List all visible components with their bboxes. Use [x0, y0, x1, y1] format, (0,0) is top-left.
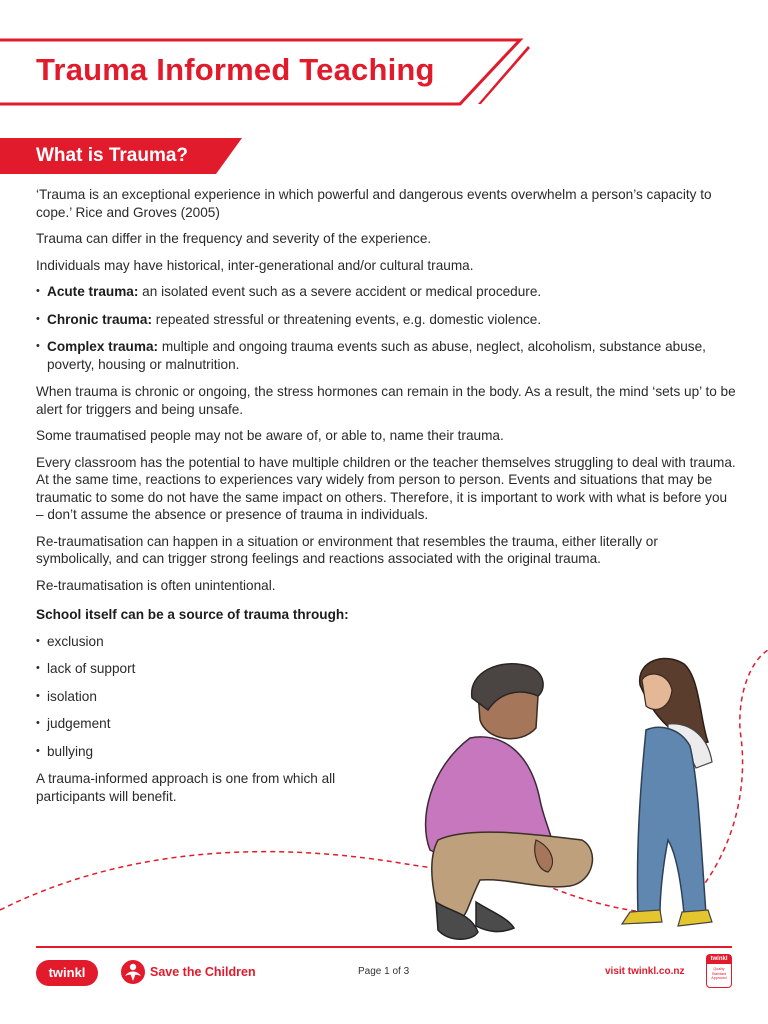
term-acute: Acute trauma: [47, 284, 139, 299]
badge-text: Quality Standard Approved [711, 967, 727, 981]
section-title: What is Trauma? [36, 145, 189, 166]
trauma-types-list [36, 283, 736, 373]
child-figure [622, 659, 712, 926]
desc-complex: multiple and ongoing trauma events such as abuse, neglect, alcoholism, substance abuse, poverty, housing or malnutrition. [47, 339, 706, 372]
list-item: • isolation [36, 688, 736, 706]
classroom-paragraph: Every classroom has the potential to have multiple children or the teacher themselves struggling to deal with trauma. At the same time, reactions to experiences vary widely from person to person. Events and situations that may be traumatic to some do not have the same impact on others. Therefore, it is important to work with what is before you – don’t assume the absence or presence of trauma in individuals. [36, 454, 736, 522]
unintentional-paragraph: Re-traumatisation is often unintentional. [36, 577, 276, 593]
adult-figure [426, 664, 593, 940]
individuals-paragraph: Individuals may have historical, inter-generational and/or cultural trauma. [36, 257, 474, 273]
footer-divider [36, 946, 732, 948]
differ-paragraph: Trauma can differ in the frequency and severity of the experience. [36, 231, 432, 246]
list-item [36, 311, 736, 329]
chronic-paragraph: When trauma is chronic or ongoing, the stress hormones can remain in the body. As a result, the mind ‘sets up’ to be alert for triggers and being unsafe. [36, 384, 736, 417]
list-item: • bullying [36, 743, 736, 761]
twinkl-logo[interactable]: twinkl [36, 960, 98, 986]
term-complex: Complex trauma: [47, 339, 159, 354]
save-the-children-icon [120, 959, 146, 985]
school-lead: School itself can be a source of trauma through: [36, 607, 349, 622]
quality-badge-icon [706, 954, 732, 988]
list-item [36, 283, 736, 301]
list-item: • lack of support [36, 660, 736, 678]
teacher-child-illustration [0, 650, 768, 950]
save-the-children-text: Save the Children [150, 965, 256, 979]
desc-chronic: repeated stressful or threatening events, e.g. domestic violence. [152, 311, 542, 327]
website-link[interactable]: visit twinkl.co.nz [605, 966, 685, 977]
page-title: Trauma Informed Teaching [36, 52, 435, 87]
term-chronic: Chronic trauma: [47, 311, 152, 327]
page-number: Page 1 of 3 [358, 966, 410, 977]
list-item: • exclusion [36, 633, 736, 651]
save-the-children-logo[interactable] [120, 957, 256, 987]
quote-paragraph: ‘Trauma is an exceptional experience in which powerful and dangerous events overwhelm a person’s capacity to cope.’ Rice and Groves (2005) [36, 187, 712, 220]
badge-label: twinkl [707, 955, 731, 964]
aware-paragraph: Some traumatised people may not be aware of, or able to, name their trauma. [36, 428, 504, 443]
desc-acute: an isolated event such as a severe accident or medical procedure. [138, 284, 542, 299]
retraumatisation-paragraph: Re-traumatisation can happen in a situation or environment that resembles the trauma, either literally or symbolically, and can trigger strong feelings and reactions associated with the original trauma. [36, 533, 658, 566]
list-item [36, 338, 736, 373]
closing-paragraph: A trauma-informed approach is one from which all participants will benefit. [36, 771, 336, 804]
list-item: • judgement [36, 715, 736, 733]
